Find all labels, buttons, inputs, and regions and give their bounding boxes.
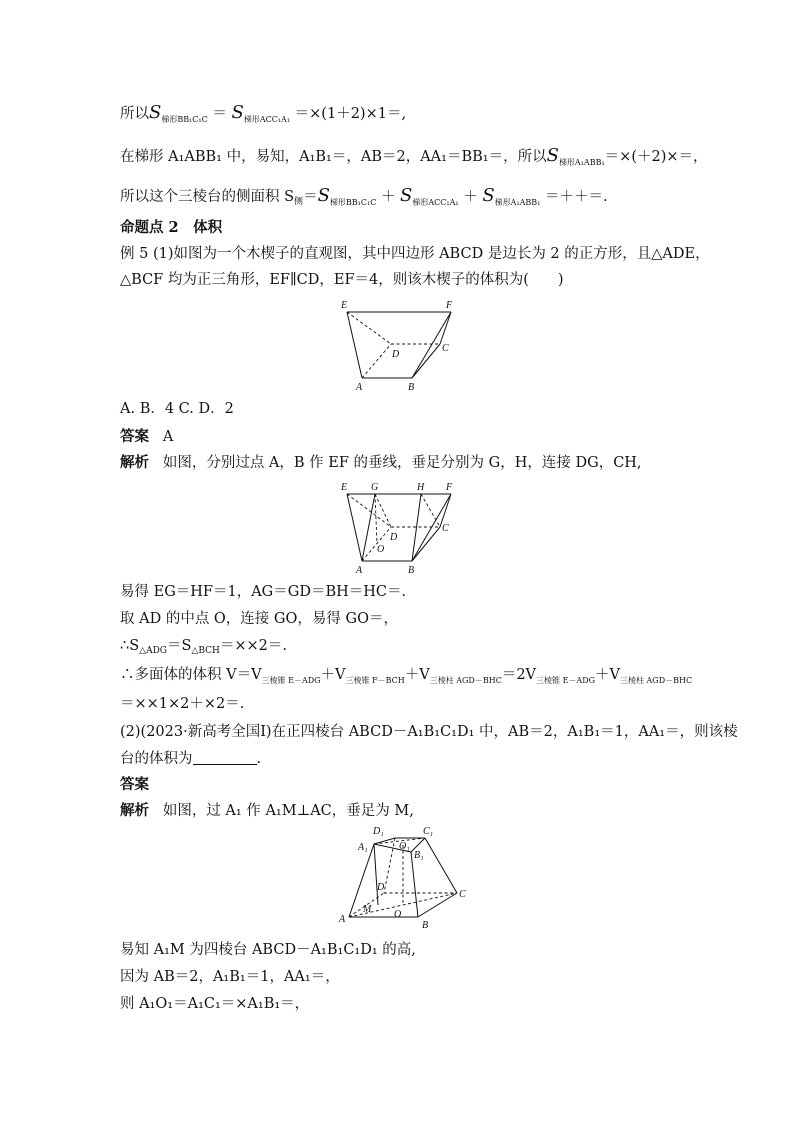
label-H: H [417, 482, 425, 493]
example5-2-line1: (2)(2023·新高考全国Ⅰ)在正四棱台 ABCD－A₁B₁C₁D₁ 中，AB＝2，A₁B₁＝1，AA₁＝，则该棱 [120, 724, 738, 740]
example5-step2: 取 AD 的中点 O，连接 GO，易得 GO＝， [120, 611, 398, 627]
label-O: O [394, 909, 402, 920]
label-B1: B₁ [414, 850, 424, 861]
example5-step4: ∴多面体的体积 $V=V_{三棱锥 E-ADG}+V_{三棱锥 F-BCH}+V_{三棱柱 AGD-BHC}=2V_{三棱锥 E-ADG}+V_{三棱柱 AGD-BHC}$ [120, 667, 693, 685]
label-E: E [341, 482, 348, 493]
example5-2-step3: 则 A₁O₁＝A₁C₁＝×A₁B₁＝， [120, 996, 310, 1012]
example5-2-step1: 易知 A₁M 为四棱台 ABCD－A₁B₁C₁D₁ 的高, [120, 942, 416, 958]
example5-line2: △BCF 均为正三角形，EF∥CD，EF＝4，则该木楔子的体积为( ) [120, 272, 564, 288]
label-D1: D₁ [373, 826, 384, 837]
example5-step3: $\therefore S_{\triangle ADG}=S_{\triangle BCH}=\times\times 2=$. [120, 638, 288, 656]
label-A: A [356, 565, 363, 576]
line-trapezoid-a1abb1: 在梯形 A₁ABB₁ 中，易知，A₁B₁＝，AB＝2，AA₁＝BB₁＝，所以$S_{梯形A_1ABB_1}=\times(+2)\times=$， [120, 145, 708, 167]
label-E: E [341, 300, 348, 311]
example5-2-analysis: 解析 如图，过 A₁ 作 A₁M⊥AC，垂足为 M, [120, 802, 414, 819]
label-C: C [442, 523, 449, 534]
label-D: D [390, 532, 398, 543]
example5-2-line2: 台的体积为 . [120, 751, 262, 767]
label-G: G [371, 482, 379, 493]
label-A: A [356, 382, 363, 393]
label-C: C [442, 343, 449, 354]
label-C: C [459, 889, 466, 900]
label-D: D [392, 349, 400, 360]
label-D: D [377, 882, 385, 893]
label-O: O [377, 544, 385, 555]
label-C1: C₁ [423, 826, 434, 837]
line-trapezoid-areas: 所以$S_{梯形BB_1C_1C} = S_{梯形ACC_1A_1} =\times(1+2)\times 1=$, [120, 102, 407, 124]
example5-answer: 答案 A [120, 428, 174, 445]
example5-step5: ＝××1×2＋×2＝. [120, 696, 245, 712]
example5-2-step2: 因为 AB＝2，A₁B₁＝1，AA₁＝， [120, 969, 340, 985]
section-heading: 命题点 2 体积 [120, 219, 223, 236]
example5-analysis: 解析 如图，分别过点 A，B 作 EF 的垂线，垂足分别为 G，H，连接 DG，CH, [120, 454, 642, 471]
label-B: B [422, 920, 429, 931]
label-O1: O₁ [399, 841, 410, 852]
label-A1: A₁ [358, 842, 368, 853]
line-lateral-area: 所以这个三棱台的侧面积 $S_侧=S_{梯形BB_1C_1C} + S_{梯形ACC_1A_1} + S_{梯形A_1ABB_1}$ ＝＋＋＝. [120, 185, 608, 207]
label-M: M [363, 904, 372, 915]
label-B: B [408, 565, 415, 576]
example5-2-answer: 答案 [120, 776, 149, 793]
example5-options: A. B．4 C. D．2 [120, 401, 234, 417]
label-F: F [446, 482, 453, 493]
label-A: A [339, 914, 346, 925]
label-B: B [408, 382, 415, 393]
example5-line1: 例 5 (1)如图为一个木楔子的直观图，其中四边形 ABCD 是边长为 2 的正方形，且△ADE， [120, 246, 710, 262]
example5-step1: 易得 EG＝HF＝1，AG＝GD＝BH＝HC＝. [120, 584, 407, 600]
label-F: F [446, 300, 453, 311]
